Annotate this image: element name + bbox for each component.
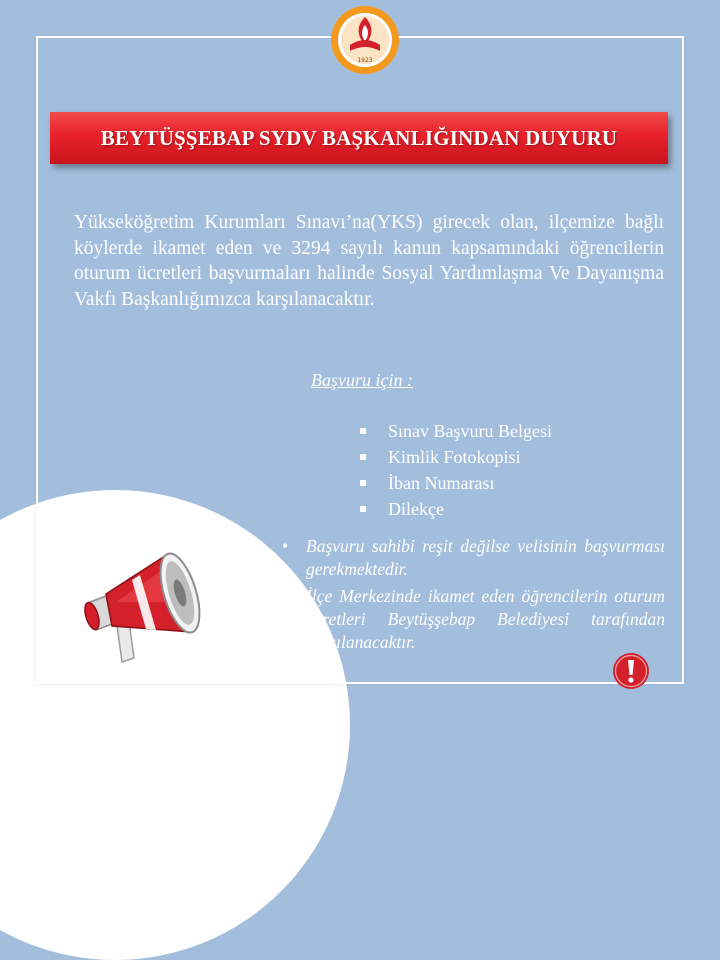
square-bullet-icon (360, 506, 366, 512)
list-item (360, 496, 552, 522)
logo-year: 1923 (357, 57, 373, 64)
note-text: Başvuru sahibi reşit değilse velisinin başvurması gerekmektedir. (306, 536, 665, 579)
bullet-icon: • (282, 586, 289, 606)
banner-title: BEYTÜŞŞEBAP SYDV BAŞKANLIĞINDAN DUYURU (100, 125, 618, 150)
square-bullet-icon (360, 454, 366, 460)
document-label: Sınav Başvuru Belgesi (388, 421, 552, 441)
megaphone-icon (76, 540, 216, 670)
list-item (360, 418, 552, 444)
square-bullet-icon (360, 428, 366, 434)
document-label: İban Numarası (388, 473, 495, 493)
document-label: Dilekçe (388, 499, 444, 519)
square-bullet-icon (360, 480, 366, 486)
note-item (280, 585, 665, 654)
note-text: İlçe Merkezinde ikamet eden öğrencilerin oturum ücretleri Beytüşşebap Belediyesi tarafından karşılanacaktır. (306, 586, 665, 652)
application-heading: Başvuru için : (311, 370, 413, 390)
note-item (280, 535, 665, 581)
municipality-logo (330, 5, 400, 75)
document-label: Kimlik Fotokopisi (388, 447, 521, 467)
announcement-body: Yükseköğretim Kurumları Sınavı’na(YKS) girecek olan, ilçemize bağlı köylerde ikamet eden ve 3294 sayılı kanun kapsamındaki öğrencilerin oturum ücretleri başvurmaları halinde Sosyal Yardımlaşma Ve Dayanışma Vakfı Başkanlığımızca karşılanacaktır. (74, 212, 664, 310)
list-item (360, 444, 552, 470)
required-documents-list (360, 418, 552, 522)
list-item (360, 470, 552, 496)
bullet-icon: • (282, 536, 289, 556)
announcement-banner (50, 112, 668, 164)
notes-list (280, 535, 665, 658)
alert-icon (612, 652, 650, 690)
